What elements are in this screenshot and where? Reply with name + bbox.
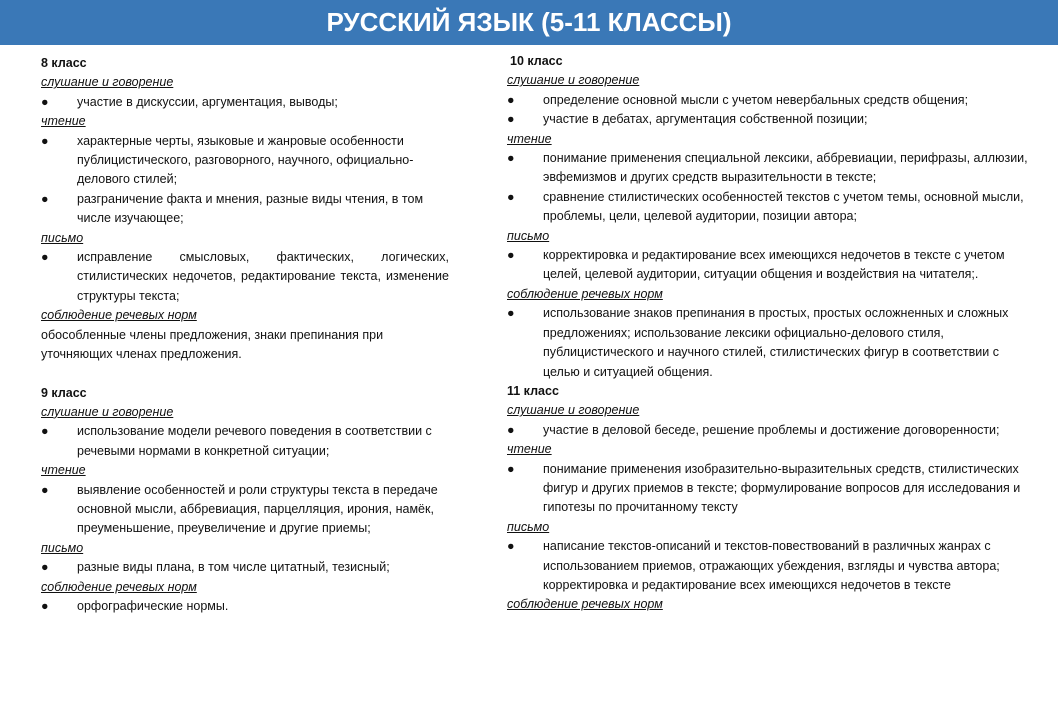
section-heading: письмо (41, 540, 84, 555)
list-item: ● корректировка и редактирование всех имеющихся недочетов в тексте с учетом целей, целевой аудитории, ситуации общения и воздействия на читателя;. (507, 248, 1005, 282)
bullet-icon: ● (507, 306, 515, 321)
section-heading: слушание и говорение (507, 403, 640, 418)
bullet-icon: ● (507, 461, 515, 476)
section-heading: соблюдение речевых норм (507, 286, 663, 301)
list-item: ● сравнение стилистических особенностей текстов с учетом темы, основной мысли, проблемы, цели, целевой аудитории, позиции автора; (507, 189, 1024, 224)
grade-heading: 8 класс (41, 56, 87, 70)
list-item: ● разграничение факта и мнения, разные виды чтения, в том числе изучающее; (41, 191, 424, 226)
list-item: ● разные виды плана, в том числе цитатный, тезисный; (41, 558, 449, 577)
bullet-icon: ● (41, 250, 49, 265)
left-column (41, 54, 449, 616)
section-heading: соблюдение речевых норм (41, 308, 197, 323)
section-heading: письмо (507, 519, 550, 534)
section-heading: письмо (507, 228, 550, 243)
section-heading: слушание и говорение (41, 75, 174, 90)
list-item: ● понимание применения специальной лексики, аббревиации, перифразы, аллюзии, эвфемизмов и других средств выразительности в тексте; (507, 151, 1028, 185)
section-heading: чтение (41, 463, 86, 478)
grade-heading: 11 класс (507, 383, 559, 398)
list-item: ● определение основной мысли с учетом невербальных средств общения; (507, 91, 1037, 110)
bullet-icon: ● (41, 598, 49, 613)
bullet-icon: ● (507, 248, 515, 263)
list-item: ● характерные черты, языковые и жанровые особенности публицистического, разговорного, научного, официально-делового стилей; (41, 133, 414, 187)
page-title: РУССКИЙ ЯЗЫК (5-11 КЛАССЫ) (326, 7, 732, 37)
list-item: ● участие в деловой беседе, решение проблемы и достижение договоренности; (507, 421, 1037, 440)
bullet-icon: ● (41, 133, 49, 148)
bullet-icon: ● (507, 151, 515, 166)
bullet-icon: ● (507, 112, 515, 127)
bullet-icon: ● (41, 482, 49, 497)
bullet-icon: ● (507, 189, 515, 204)
section-heading: письмо (41, 230, 84, 245)
bullet-icon: ● (507, 92, 515, 107)
section-heading: соблюдение речевых норм (41, 579, 197, 594)
grade-heading: 10 класс (510, 54, 563, 68)
section-heading: чтение (507, 442, 552, 457)
list-item: ● понимание применения изобразительно-выразительных средств, стилистических фигур и других приемов в тексте; формулирование вопросов для исследования и гипотезы по прочитанному тексту (507, 461, 1021, 515)
list-item: ● выявление особенностей и роли структуры текста в передаче основной мысли, аббревиация, парцелляция, ирония, намёк, преуменьшение, преувеличение и другие приемы; (41, 482, 438, 536)
section-heading: слушание и говорение (507, 73, 640, 88)
list-item: ● орфографические нормы. (41, 597, 449, 616)
section-heading: слушание и говорение (41, 404, 174, 419)
bullet-icon: ● (507, 422, 515, 437)
section-heading: соблюдение речевых норм (507, 597, 663, 612)
title-banner (0, 0, 1058, 45)
list-item: ● исправление смысловых, фактических, логических, стилистических недочетов, редактирование текста, изменение структуры текста; (41, 250, 449, 303)
bullet-icon: ● (41, 94, 49, 109)
list-item: ● написание текстов-описаний и текстов-повествований в различных жанрах с использованием приемов, отражающих убеждения, взгляды и чувства автора; корректировка и редактирование всех имеющихся недочетов в тексте (507, 539, 1000, 592)
list-item: ● использование знаков препинания в простых, простых осложненных и сложных предложениях; использование лексики официально-делового стиля, публицистического и научного стилей, стилистических фигур в соответствии с целью и ситуацией общения. (507, 306, 1009, 379)
bullet-icon: ● (41, 560, 49, 575)
list-item: ● участие в дискуссии, аргументация, выводы; (41, 93, 449, 112)
grade-heading: 9 класс (41, 385, 87, 400)
bullet-icon: ● (507, 539, 515, 554)
paragraph: обособленные члены предложения, знаки препинания при уточняющих членах предложения. (41, 327, 384, 362)
bullet-icon: ● (41, 191, 49, 206)
right-column (507, 52, 1037, 615)
bullet-icon: ● (41, 424, 49, 439)
section-heading: чтение (41, 114, 86, 129)
list-item: ● использование модели речевого поведения в соответствии с речевыми нормами в конкретной ситуации; (41, 424, 432, 458)
section-heading: чтение (507, 131, 552, 146)
list-item: ● участие в дебатах, аргументация собственной позиции; (507, 110, 1037, 129)
